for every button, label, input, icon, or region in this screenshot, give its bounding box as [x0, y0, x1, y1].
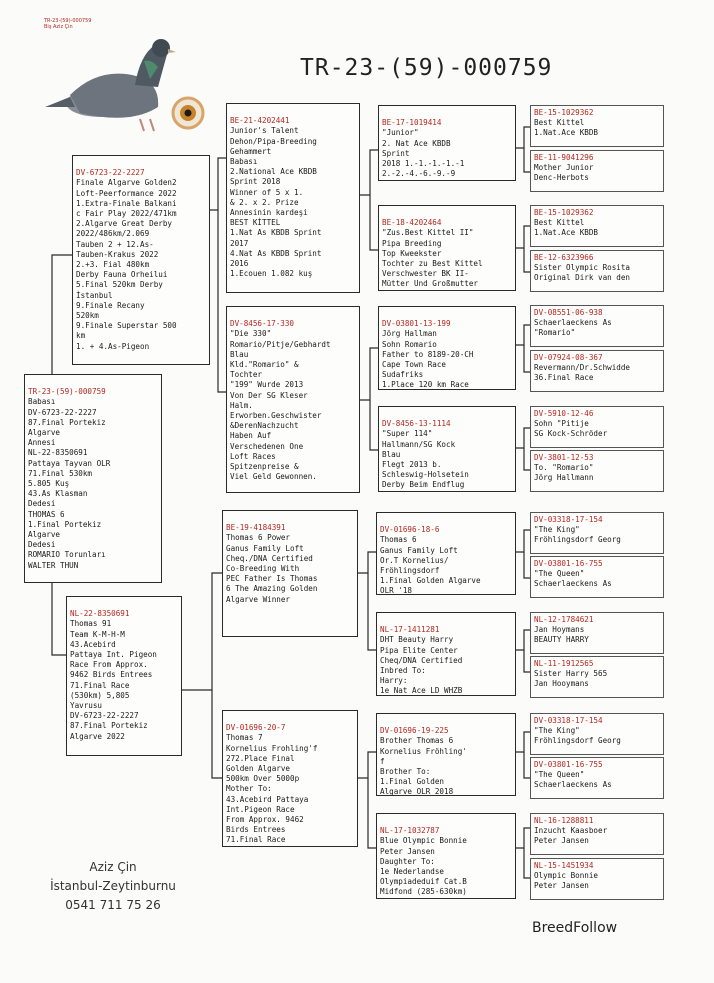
father-box	[72, 155, 210, 365]
fmf-box	[378, 306, 516, 390]
mother-box	[66, 596, 182, 756]
great-grandparent-box	[530, 105, 664, 147]
ring-number: NL-15-1451934	[534, 861, 594, 870]
pigeon-info: "Super 114" Hallmann/SG Kock Blau Flegt 2013 b. Schleswig-Holsetein Derby Beim Endflug	[382, 429, 469, 490]
great-grandparent-box	[530, 150, 664, 192]
great-grandparent-box	[530, 205, 664, 247]
ring-number: NL-12-1784621	[534, 615, 594, 624]
pigeon-info: "The Queen" Schaerlaeckens As	[534, 569, 612, 589]
pigeon-info: DHT Beauty Harry Pipa Elite Center Cheq/DNA Certified Inbred To: Harry: 1e Nat Ace LD WHZB	[380, 635, 463, 696]
ff-box	[226, 103, 360, 293]
fm-box	[226, 306, 360, 493]
ring-number: DV-03801-13-199	[382, 319, 451, 329]
pigeon-info: Thomas 6 Power Ganus Family Loft Cheq./DNA Certified Co-Breeding With PEC Father Is Thomas 6 The Amazing Golden Algarve Winner	[226, 533, 318, 604]
ring-number: NL-16-1288811	[534, 816, 594, 825]
ring-number: DV-08551-06-938	[534, 308, 603, 317]
great-grandparent-box	[530, 450, 664, 492]
ring-number: BE-19-4184391	[226, 523, 286, 533]
logo-text: TR-23-(59)-000759 Biş Aziz Çin	[44, 18, 92, 30]
pigeon-info: Babası DV-6723-22-2227 87.Final Portekiz Algarve Annesi NL-22-8350691 Pattaya Tayvan OLR 71.Final 530km 5.805 Kuş 43.As Klasman Dedesi THOMAS 6 1.Final Portekiz Algarve Dedesi ROMARIO Torunları WALTER THUN	[28, 397, 111, 570]
ring-number: BE-21-4202441	[230, 116, 290, 126]
pigeon-info: "Junior" 2. Nat Ace KBDB Sprint 2018 1.-1.-1.-1.-1 2.-2.-4.-6.-9.-9	[382, 128, 465, 179]
ring-number: BE-17-1019414	[382, 118, 442, 128]
page-title: TR-23-(59)-000759	[300, 55, 553, 81]
great-grandparent-box	[530, 656, 664, 698]
pigeon-info: Finale Algarve Golden2 Loft-Peerformance 2022 1.Extra-Finale Balkani c Fair Play 2022/471km 2.Algarve Great Derby 2022/486km/2.069 Tauben 2 + 12.As- Tauben-Krakus 2022 2.+3. Fial 480km Derby Fauna Orheilui 5.Final 520km Derby İstanbul 9.Finale Recany 520km 9.Finale Superstar 500 km 1. + 4.As-Pigeon	[76, 178, 177, 351]
pigeon-info: Jörg Hallman Sohn Romario Father to 8189-20-CH Cape Town Race Sudafriks 1.Place 120 km Race	[382, 329, 474, 390]
great-grandparent-box	[530, 757, 664, 799]
ring-number: DV-5910-12-46	[534, 409, 594, 418]
ring-number: DV-8456-13-1114	[382, 419, 451, 429]
ring-number: BE-15-1029362	[534, 108, 594, 117]
subject-pigeon	[24, 374, 162, 583]
ring-number: DV-6723-22-2227	[76, 168, 145, 178]
mfm-box	[376, 612, 516, 696]
ring-number: DV-03318-17-154	[534, 515, 603, 524]
great-grandparent-box	[530, 858, 664, 900]
ring-number: BE-12-6323966	[534, 253, 594, 262]
ring-number: DV-01696-18-6	[380, 525, 440, 535]
ring-number: DV-01696-19-225	[380, 726, 449, 736]
pigeon-info: Blue Olympic Bonnie Peter Jansen Daughter To: 1e Nederlandse Olympiadeduif Cat.B Midfond (285-630km)	[380, 836, 467, 897]
great-grandparent-box	[530, 305, 664, 347]
pigeon-info: Inzucht Kaasboer Peter Jansen	[534, 826, 608, 846]
ring-number: NL-22-8350691	[70, 609, 130, 619]
owner-info	[38, 858, 188, 915]
pigeon-info: Thomas 7 Kornelius Frohling'f 272.Place Final Golden Algarve 500km Over 5000p Mother To: 43.Acebird Pattaya Int.Pigeon Race From Approx. 9462 Birds Entrees 71.Final Race	[226, 733, 318, 845]
pigeon-info: Best Kittel 1.Nat.Ace KBDB	[534, 118, 599, 138]
ring-number: DV-03801-16-755	[534, 559, 603, 568]
pigeon-info: Sister Harry 565 Jan Hooymans	[534, 669, 608, 689]
pigeon-info: Schaerlaeckens As "Romario"	[534, 318, 612, 338]
pigeon-info: "Zus.Best Kittel II" Pipa Breeding Top Kweekster Tochter zu Best Kittel Verschwester BK II- Mütter Und Großmutter	[382, 228, 483, 289]
owner-phone: 0541 711 75 26	[65, 898, 161, 912]
great-grandparent-box	[530, 813, 664, 855]
ring-number: DV-01696-20-7	[226, 723, 286, 733]
ring-number: DV-8456-17-330	[230, 319, 295, 329]
pigeon-info: Sohn "Pitije SG Kock-Schröder	[534, 419, 608, 439]
ring-number: BE-18-4202464	[382, 218, 442, 228]
ring-number: BE-11-9041296	[534, 153, 594, 162]
great-grandparent-box	[530, 250, 664, 292]
ring-number: DV-07924-08-367	[534, 353, 603, 362]
pigeon-logo	[40, 15, 210, 135]
fff-box	[378, 105, 516, 181]
pigeon-info: Revermann/Dr.Schwidde 36.Final Race	[534, 363, 631, 383]
pigeon-info: To. "Romario" Jörg Hallmann	[534, 463, 594, 483]
pigeon-info: Jan Hoymans BEAUTY HARRY	[534, 625, 589, 645]
ring-number: DV-3801-12-53	[534, 453, 594, 462]
ring-number: TR-23-(59)-000759	[28, 387, 106, 397]
owner-name: Aziz Çin	[89, 860, 137, 874]
owner-city: İstanbul-Zeytinburnu	[50, 879, 176, 893]
mff-box	[376, 512, 516, 595]
pigeon-info: Sister Olympic Rosita Original Dirk van den	[534, 263, 631, 283]
pigeon-info: "The King" Fröhlingsdorf Georg	[534, 525, 621, 545]
pigeon-info: "The King" Fröhlingsdorf Georg	[534, 726, 621, 746]
ffm-box	[378, 205, 516, 291]
pigeon-info: Thomas 91 Team K-M-H-M 43.Acebird Pattaya Int. Pigeon Race From Approx. 9462 Birds Entrees 71.Final Race (530km) 5,805 Yavrusu DV-6723-22-2227 87.Final Portekiz Algarve 2022	[70, 619, 157, 741]
mm-box	[222, 710, 358, 847]
great-grandparent-box	[530, 406, 664, 448]
ring-number: NL-17-1411281	[380, 625, 440, 635]
great-grandparent-box	[530, 612, 664, 654]
ring-number: DV-03801-16-755	[534, 760, 603, 769]
mf-box	[222, 510, 358, 637]
pigeon-info: Junior's Talent Dehon/Pipa-Breeding Gehammert Babası 2.National Ace KBDB Sprint 2018 Winner of 5 x 1. & 2. x 2. Prize Annesinin kardeşi BEST KİTTEL 1.Nat As KBDB Sprint 2017 4.Nat As KBDB Sprint 2016 1.Ecouen 1.082 kuş	[230, 126, 322, 279]
pigeon-info: Best Kittel 1.Nat.Ace KBDB	[534, 218, 599, 238]
mmf-box	[376, 713, 516, 796]
pigeon-info: "Die 330" Romario/Pitje/Gebhardt Blau Kld."Romario" & Tochter "199" Wurde 2013 Von Der SG Kleser Halm. Erworben.Geschwister &DerenNachzucht Haben Auf Verschedenen One Loft Races Spitzenpreise & Viel Geld Gewonnen.	[230, 329, 331, 482]
pigeon-info: "The Queen" Schaerlaeckens As	[534, 770, 612, 790]
ring-number: BE-15-1029362	[534, 208, 594, 217]
ring-number: NL-17-1032787	[380, 826, 440, 836]
pigeon-info: Thomas 6 Ganus Family Loft Or.T Kornelius/ Fröhlingsdorf 1.Final Golden Algarve OLR '18	[380, 535, 481, 595]
great-grandparent-box	[530, 350, 664, 392]
ring-number: DV-03318-17-154	[534, 716, 603, 725]
pigeon-info: Brother Thomas 6 Kornelius Fröhling' f Brother To: 1.Final Golden Algarve OLR 2018	[380, 736, 467, 796]
fmm-box	[378, 406, 516, 492]
ring-number: NL-11-1912565	[534, 659, 594, 668]
brand-name: BreedFollow	[532, 920, 618, 936]
pigeon-info: Olympic Bonnie Peter Jansen	[534, 871, 599, 891]
great-grandparent-box	[530, 512, 664, 554]
pigeon-info: Mother Junior Denc-Herbots	[534, 163, 594, 183]
great-grandparent-box	[530, 713, 664, 755]
mmm-box	[376, 813, 516, 899]
great-grandparent-box	[530, 556, 664, 598]
